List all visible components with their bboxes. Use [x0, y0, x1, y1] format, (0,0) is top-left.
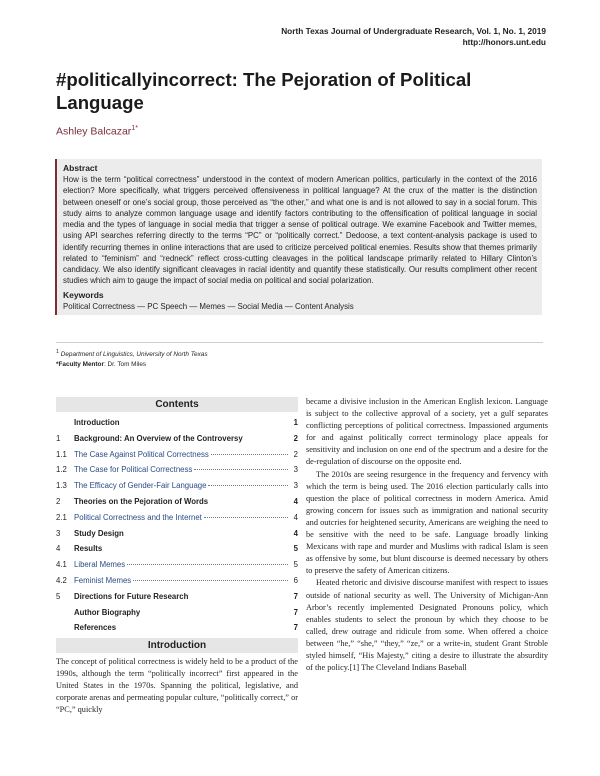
dept-mark: 1 [56, 349, 59, 355]
intro-paragraph-2: The 2010s are seeing resurgence in the frequency and fervency with which the term is being used. The 2016 election particularly calls into question the place of political correctness in modern America. Amid growing concern for issues such as immigration and national security and outcries for heightened security, Americans are weighing the need to be sensitive with the need to be safe. Language broadly linking Mexicans with rape and murder and Muslims with radical Islam is seen as offensive by some, but blunt discourse is deemed necessary by others to preserve the safety of American citizens. [306, 469, 548, 576]
toc-entry[interactable] [56, 544, 298, 560]
toc-entry[interactable] [56, 513, 298, 529]
affiliation-department [56, 347, 208, 360]
toc-entry-label[interactable]: The Case Against Political Correctness [74, 449, 209, 459]
toc-leader-dots [127, 564, 288, 565]
toc-entry-number: 4.1 [56, 560, 67, 570]
toc-entry[interactable] [56, 560, 298, 576]
toc-entry-page: 5 [293, 544, 298, 554]
toc-entry[interactable] [56, 608, 298, 624]
journal-citation: North Texas Journal of Undergraduate Research, Vol. 1, No. 1, 2019 [281, 26, 546, 36]
body-column-left [56, 656, 298, 716]
toc-entry[interactable] [56, 576, 298, 592]
toc-entry-number: 1.1 [56, 449, 67, 459]
toc-entry-page: 4 [293, 512, 298, 522]
toc-entry[interactable] [56, 481, 298, 497]
toc-entry-label[interactable]: Directions for Future Research [74, 591, 189, 601]
affiliations [56, 347, 208, 370]
affiliation-divider [56, 342, 543, 343]
affiliation-mentor [56, 360, 208, 370]
abstract-body: How is the term “political correctness” understood in the context of modern American politics, particularly in the context of the 2016 election? More specifically, what triggers perceived offensiveness in political language? At the crux of the matter is the distinction between oneself or one’s social group, those perceived as “the other,” and what one is and is not allowed to say in a social forum. This study aims to analyze common language usage and identify factors contributing to the offensification of political language in social media and the types of language in social media that trigger a sense of political outrage. We examine Facebook and Twitter memes, using API searches referring directly to the terms “PC” or “politically correct.” Dedoose, a text content-analysis package is used to identify recurring themes in online interactions that are used to criticize perceived political enemies. Results show that themes primarily related to “feminism” and “redneck” reflect cross-cutting cleavages in the political landscape primarily related to Hillary Clinton’s candidacy. We also identify significant cleavages in racial identity and quantify these statistically. Our results compliment other recent studies which aim to gauge the impact of social media on political and social polarization. [63, 175, 537, 286]
toc-entry[interactable] [56, 450, 298, 466]
mentor-label: *Faculty Mentor [56, 361, 104, 369]
toc-entry-label[interactable]: Study Design [74, 528, 124, 538]
toc-entry-label[interactable]: Introduction [74, 418, 120, 427]
toc-entry[interactable] [56, 623, 298, 639]
dept-name: Department of Linguistics, University of North Texas [60, 351, 208, 359]
toc-entry-label[interactable]: References [74, 623, 117, 633]
table-of-contents [56, 397, 298, 639]
toc-entry-page: 7 [293, 591, 298, 601]
toc-entry-label[interactable]: Author Biography [74, 607, 141, 617]
toc-entry-label[interactable]: Liberal Memes [74, 560, 126, 570]
toc-entry[interactable] [56, 465, 298, 481]
toc-entry-page: 2 [293, 433, 298, 443]
toc-entry-number: 4 [56, 544, 61, 554]
toc-entry-page: 2 [293, 449, 298, 459]
toc-entry-page: 4 [293, 496, 298, 506]
toc-entry-page: 7 [293, 623, 298, 633]
toc-entry-label[interactable]: Theories on the Pejoration of Words [74, 496, 209, 506]
toc-leader-dots [211, 454, 288, 455]
abstract-box [55, 159, 542, 315]
keywords-heading: Keywords [63, 289, 104, 300]
toc-entry-label[interactable]: Results [74, 544, 103, 554]
toc-leader-dots [204, 517, 288, 518]
toc-entry-page: 3 [293, 481, 298, 491]
toc-entry-number: 4.2 [56, 575, 67, 585]
author-name: Ashley Balcazar [56, 125, 132, 138]
toc-entry-number: 3 [56, 528, 61, 538]
intro-paragraph-1-cont: became a divisive inclusion in the American English lexicon. Language is subject to the collective approval of a society, yet a gulf separates conflicting perceptions of political correctness. Impassioned arguments for and against politically correct terminology place appeals for sensitivity and inclusion on one end of the spectrum and a desire for the de-regulation of discourse on the opposite end. [306, 397, 548, 467]
toc-entry-label[interactable]: The Efficacy of Gender-Fair Language [74, 481, 207, 491]
keywords-list: Political Correctness — PC Speech — Memes — Social Media — Content Analysis [63, 301, 354, 311]
intro-paragraph-1: The concept of political correctness is widely held to be a product of the 1990s, although the term “politically incorrect” first appeared in the United States in the 1970s. Spanning the political, legislative, and corporate arenas and permeating popular culture, “politically correct,” or “PC,” quickly [56, 657, 298, 715]
toc-entry-label[interactable]: Feminist Memes [74, 575, 132, 585]
journal-header [281, 26, 546, 48]
mentor-name: : Dr. Tom Miles [103, 361, 147, 369]
toc-entry-page: 3 [293, 465, 298, 475]
toc-entry-page: 1 [293, 418, 298, 427]
toc-entry-number: 1.2 [56, 465, 67, 475]
toc-entry[interactable] [56, 592, 298, 608]
toc-entry[interactable] [56, 434, 298, 450]
toc-leader-dots [194, 469, 288, 470]
toc-leader-dots [133, 580, 288, 581]
toc-entry[interactable] [56, 418, 298, 434]
paper-title: #politicallyincorrect: The Pejoration of Political Language [56, 69, 472, 113]
introduction-heading: Introduction [56, 638, 298, 653]
toc-entry-label[interactable]: The Case for Political Correctness [74, 465, 193, 475]
toc-entry-page: 7 [293, 607, 298, 617]
toc-entry-number: 1.3 [56, 481, 67, 491]
toc-entry[interactable] [56, 529, 298, 545]
toc-entry-label[interactable]: Political Correctness and the Internet [74, 512, 202, 522]
toc-heading: Contents [56, 397, 298, 412]
toc-entry-number: 5 [56, 591, 61, 601]
toc-entry-page: 4 [293, 528, 298, 538]
journal-url[interactable]: http://honors.unt.edu [462, 37, 546, 47]
toc-entry-page: 6 [293, 575, 298, 585]
intro-paragraph-3: Heated rhetoric and divisive discourse manifest with respect to issues outside of national security as well. The University of Michigan-Ann Arbor’s recently implemented Designated Pronouns policy, which enables students to select the pronoun by which they choose to be called, drew outrage and ridicule from some. When offered a choice between “he,” “she,” “they,” “ze,” or a write-in, student Grant Stroble styled himself, “His Majesty,” citing a desire to illustrate the absurdity of the policy.[1] The Cleveland Indians Baseball [306, 578, 548, 673]
toc-entry-number: 2 [56, 496, 61, 506]
author-line [56, 125, 138, 138]
toc-entry[interactable] [56, 497, 298, 513]
toc-leader-dots [208, 485, 288, 486]
body-column-right [306, 396, 548, 674]
author-affiliation-mark: 1* [131, 125, 138, 132]
toc-entry-page: 5 [293, 560, 298, 570]
abstract-heading: Abstract [63, 163, 98, 173]
toc-rows [56, 418, 298, 639]
toc-entry-number: 2.1 [56, 512, 67, 522]
toc-entry-label[interactable]: Background: An Overview of the Controversy [74, 433, 243, 443]
toc-entry-number: 1 [56, 433, 61, 443]
